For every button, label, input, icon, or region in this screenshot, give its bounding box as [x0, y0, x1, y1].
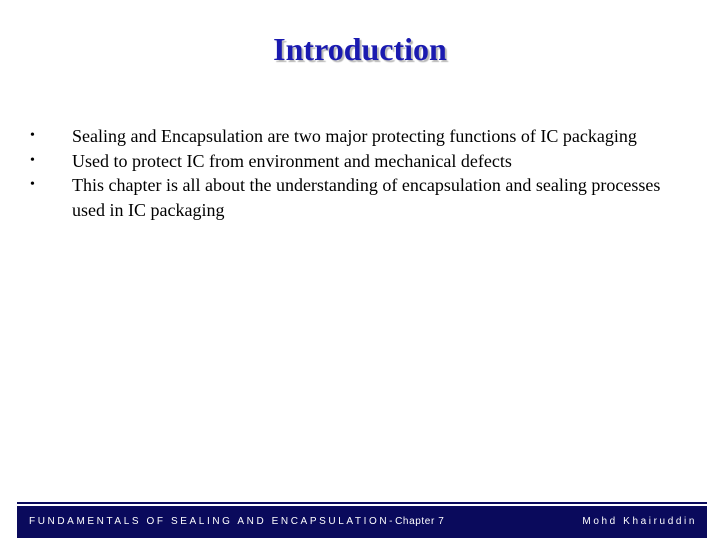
bullet-text: This chapter is all about the understanding of encapsulation and sealing processes used in IC packaging: [72, 175, 661, 220]
bullet-item: [30, 173, 670, 222]
bullet-dot-icon: •: [30, 128, 35, 143]
bullet-text: Sealing and Encapsulation are two major protecting functions of IC packaging: [72, 126, 637, 146]
bullet-text: Used to protect IC from environment and mechanical defects: [72, 150, 512, 171]
footer-chapter: Chapter 7: [395, 516, 445, 527]
footer-author: Mohd Khairuddin: [582, 516, 697, 527]
footer-bar: [17, 504, 707, 538]
bullet-item: [30, 149, 670, 174]
bullet-dot-icon: •: [30, 177, 35, 192]
bullet-dot-icon: •: [30, 152, 35, 168]
footer-course-title: [29, 516, 444, 527]
slide-title: Introduction: [273, 31, 447, 67]
footer-course-name: FUNDAMENTALS OF SEALING AND ENCAPSULATION-: [29, 516, 396, 527]
bullet-list: [30, 124, 670, 222]
bullet-item: [30, 124, 670, 149]
